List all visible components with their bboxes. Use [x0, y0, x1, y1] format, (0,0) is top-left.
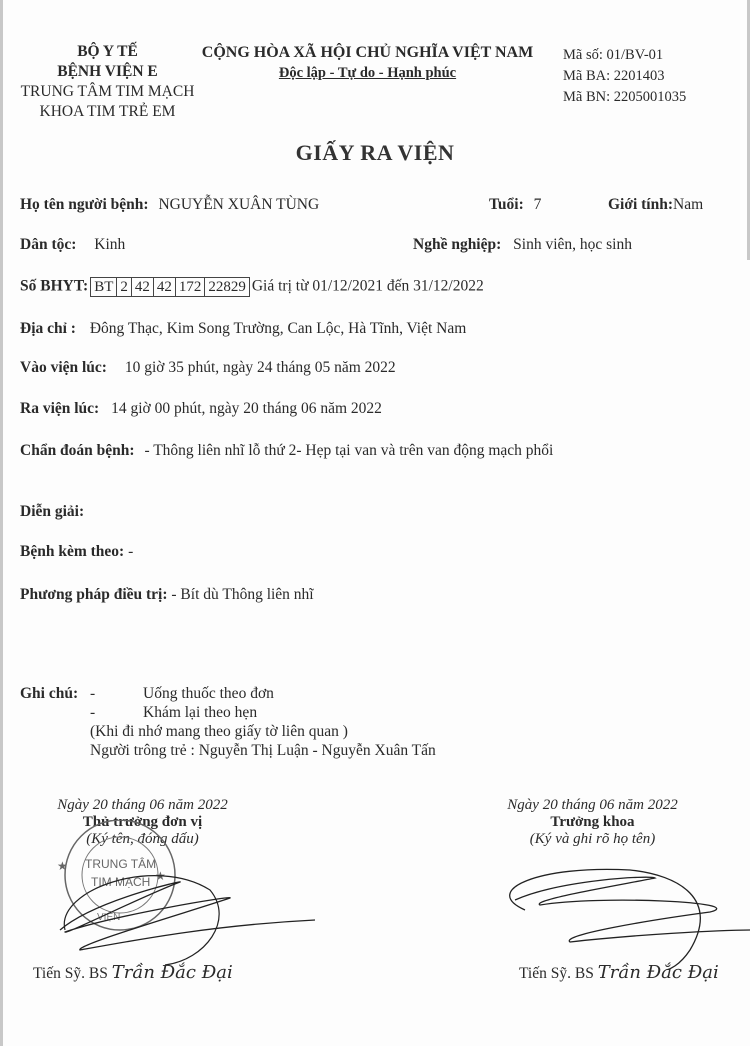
signer-name: Trần Đắc Đại: [597, 962, 719, 983]
admission-time: 10 giờ 35 phút, ngày 24 tháng 05 năm 2022: [124, 359, 396, 376]
notes: Ghi chú: - Uống thuốc theo đơn - Khám lại theo hẹn (Khi đi nhớ mang theo giấy tờ liên quan ) Người trông trẻ : Nguyễn Thị Luận - Nguyễn Xuân Tấn: [20, 685, 436, 759]
admission-row: [20, 359, 396, 377]
label: Giới tính:: [608, 196, 673, 213]
explanation-row: [20, 503, 84, 521]
issuer-block: [10, 42, 205, 122]
label: Họ tên người bệnh:: [20, 196, 149, 213]
signer-name: Trần Đắc Đại: [111, 962, 233, 983]
occupation: Sinh viên, học sinh: [513, 236, 632, 253]
document-title: GIẤY RA VIỆN: [295, 140, 455, 165]
diagnosis: - Thông liên nhĩ lỗ thứ 2- Hẹp tại van và trên van động mạch phổi: [144, 442, 554, 459]
discharge-time: 14 giờ 00 phút, ngày 20 tháng 06 năm 2022: [111, 400, 382, 417]
signature-icon: [480, 860, 750, 970]
bhyt-part: 42: [132, 278, 154, 296]
sign-hint: (Ký và ghi rõ họ tên): [529, 831, 656, 847]
occupation-row: [413, 236, 632, 254]
svg-text:TIM MẠCH: TIM MẠCH: [91, 875, 151, 889]
label: Dân tộc:: [20, 236, 77, 253]
comorbidity-row: [20, 543, 133, 561]
svg-text:TRUNG TÂM: TRUNG TÂM: [85, 857, 157, 871]
record-codes: [563, 45, 686, 108]
patient-number: Mã BN: 2205001035: [563, 89, 687, 105]
bhyt-part: 172: [176, 278, 206, 296]
signer-name-director: [33, 962, 233, 983]
label: Tuổi:: [489, 196, 524, 213]
ministry: BỘ Y TẾ: [77, 43, 138, 60]
bhyt-part: BT: [91, 278, 117, 296]
label: Số BHYT:: [20, 277, 89, 295]
note-reminder: (Khi đi nhớ mang theo giấy tờ liên quan ): [90, 723, 348, 740]
bhyt-part: 22829: [208, 279, 246, 295]
signer-title: Tiến Sỹ. BS: [519, 965, 594, 982]
signer-role: Thủ trưởng đơn vị: [82, 814, 203, 830]
label: Ra viện lúc:: [20, 400, 100, 417]
gender: Nam: [673, 196, 704, 213]
gender-row: [608, 196, 703, 214]
treatment: - Bít dù Thông liên nhĩ: [171, 586, 314, 603]
caregivers: Người trông trẻ : Nguyễn Thị Luận - Nguyễn Xuân Tấn: [90, 742, 436, 759]
ethnicity: Kinh: [94, 236, 126, 253]
signer-role: Trưởng khoa: [550, 814, 635, 830]
diagnosis-row: [20, 442, 553, 460]
address-row: [20, 320, 466, 338]
age: 7: [533, 196, 542, 213]
label: Diễn giải:: [20, 503, 85, 520]
label: Phương pháp điều trị:: [20, 586, 168, 603]
sign-hint: (Ký tên, đóng dấu): [86, 831, 199, 847]
signer-name-head: [519, 962, 719, 983]
center: TRUNG TÂM TIM MẠCH: [20, 83, 195, 100]
patient-name-row: [20, 196, 319, 214]
form-code: Mã số: 01/BV-01: [563, 47, 664, 63]
label: Ghi chú:: [20, 685, 79, 702]
insurance-validity: Giá trị từ 01/12/2021 đến 31/12/2022: [251, 277, 484, 295]
record-number: Mã BA: 2201403: [563, 68, 665, 84]
bhyt-part: 42: [154, 278, 176, 296]
signature-block-head: [470, 797, 715, 848]
discharge-row: [20, 400, 382, 418]
note-item: Khám lại theo hẹn: [143, 704, 258, 721]
age-row: [489, 196, 541, 214]
bhyt-part: 2: [117, 278, 132, 296]
signer-title: Tiến Sỹ. BS: [33, 965, 108, 982]
sign-date: Ngày 20 tháng 06 năm 2022: [507, 797, 678, 813]
address: Đông Thạc, Kim Song Trường, Can Lộc, Hà Tĩnh, Việt Nam: [89, 320, 467, 337]
motto: Độc lập - Tự do - Hạnh phúc: [278, 65, 457, 81]
label: Địa chỉ :: [20, 320, 76, 337]
ethnicity-row: [20, 236, 125, 254]
label: Bệnh kèm theo:: [20, 543, 125, 560]
department: KHOA TIM TRẺ EM: [39, 103, 176, 120]
label: Vào viện lúc:: [20, 359, 107, 376]
hospital: BỆNH VIỆN E: [57, 63, 158, 80]
sign-date: Ngày 20 tháng 06 năm 2022: [57, 797, 228, 813]
label: Chẩn đoán bệnh:: [20, 442, 135, 459]
svg-text:VIỆN: VIỆN: [97, 912, 121, 923]
comorbidity: -: [128, 543, 134, 560]
svg-text:★: ★: [57, 859, 68, 873]
patient-name: NGUYỄN XUÂN TÙNG: [158, 196, 320, 213]
note-item: Uống thuốc theo đơn: [143, 685, 274, 702]
treatment-row: [20, 586, 314, 604]
insurance-row: [20, 277, 484, 297]
insurance-number-boxes: [90, 277, 250, 297]
stamp-and-signature-icon: [35, 820, 315, 965]
country-name: CỘNG HÒA XÃ HỘI CHỦ NGHĨA VIỆT NAM: [201, 44, 534, 61]
national-motto: [200, 42, 535, 84]
label: Nghề nghiệp:: [413, 236, 502, 253]
svg-text:★: ★: [155, 869, 166, 883]
